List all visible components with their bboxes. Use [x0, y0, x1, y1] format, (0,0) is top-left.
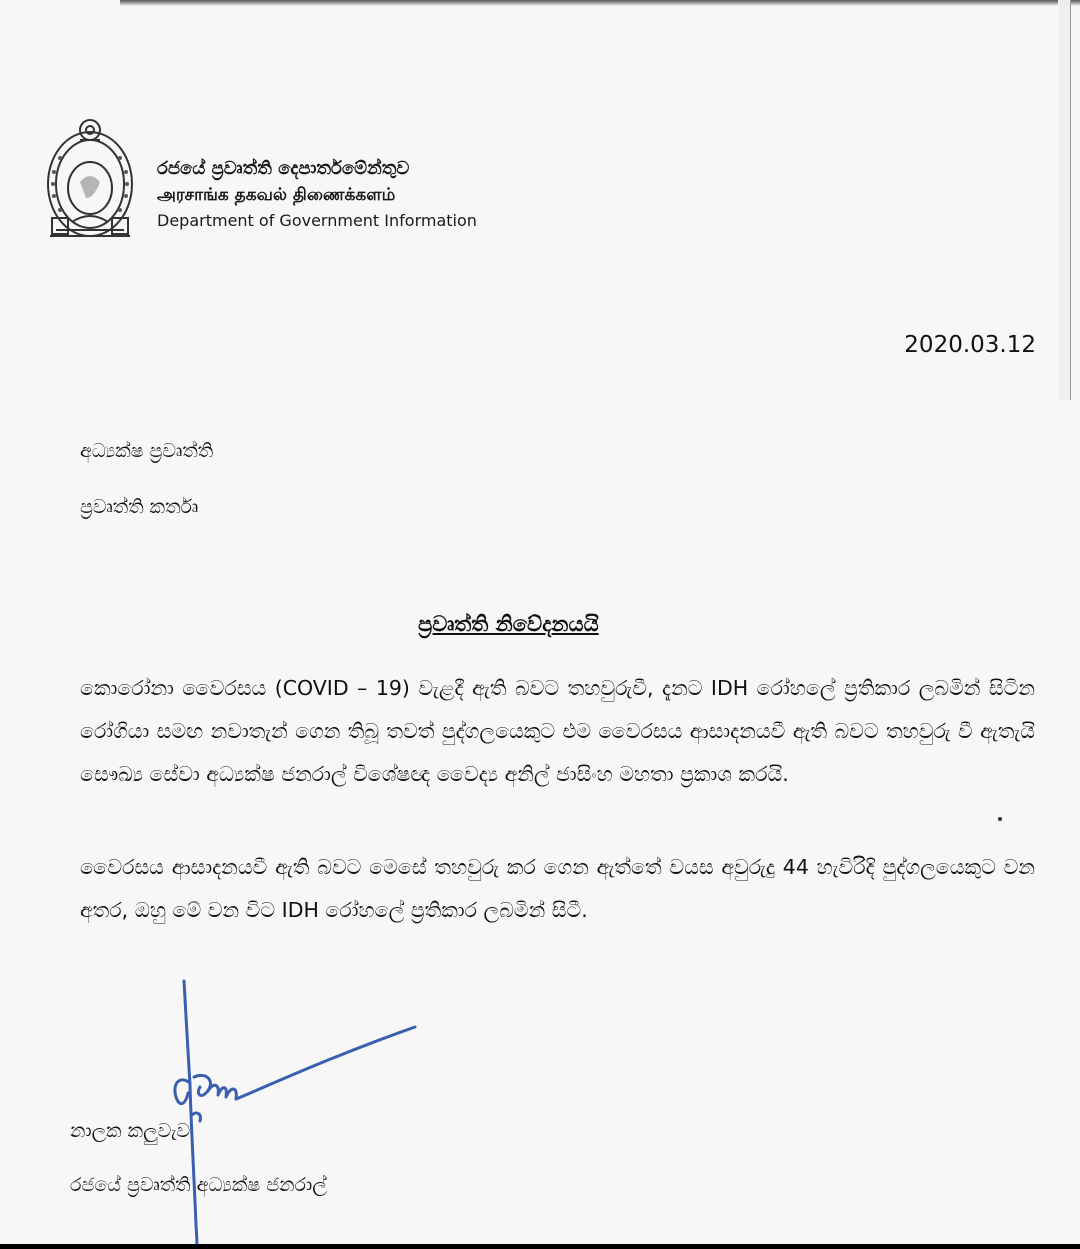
handwritten-signature-icon	[150, 975, 430, 1249]
scan-bottom-edge	[0, 1244, 1080, 1249]
body-paragraph: කොරෝනා වෛරසය (COVID – 19) වැළදී ඇති බවට තහවුරුවී, දැනට IDH රෝහලේ ප්‍රතිකාර ලබමින් සිටින රෝගියා සමඟ නවාතැන් ගෙන තිබූ තවත් පුද්ගලයෙකුට එම වෛරසය ආසාදනයවී ඇති බවට තහවුරු වී ඇතැයි සෞඛ්‍ය සේවා අධ්‍යක්ෂ ජනරාල් විශේෂඥ වෛද්‍ය අනිල් ජාසිංහ මහතා ප්‍රකාශ කරයි.	[80, 676, 1035, 786]
scan-speck	[998, 817, 1002, 821]
body-paragraph: වෛරසය ආසාදනයවී ඇති බවට මෙසේ තහවුරු කර ගෙන ඇත්තේ වයස අවුරුදු 44 හැවිරිදි පුද්ගලයෙකුට වන අතර, ඔහු මේ වන විට IDH රෝහලේ ප්‍රතිකාර ලබමින් සිටී.	[80, 855, 1035, 922]
scan-top-edge	[120, 0, 1080, 6]
signatory-title: රජයේ ප්‍රවෘත්ති අධ්‍යක්ෂ ජනරාල්	[70, 1174, 327, 1196]
letterhead	[157, 156, 577, 234]
addressee-line: ප්‍රවෘත්ති කර්තෘ	[80, 496, 199, 518]
government-emblem-icon	[42, 112, 138, 248]
department-name-sinhala: රජයේ ප්‍රවෘත්ති දෙපාර්තමේන්තුව	[157, 158, 410, 179]
signatory-name: නාලක කලුවැව	[70, 1120, 191, 1142]
scan-right-edge	[1058, 0, 1080, 400]
press-release-heading: ප්‍රවෘත්ති නිවේදනයයි	[418, 612, 599, 636]
letter-date: 2020.03.12	[904, 332, 1036, 358]
department-name-english: Department of Government Information	[157, 211, 477, 230]
department-name-tamil: அரசாங்க தகவல் திணைக்களம்	[157, 185, 396, 205]
addressee-line: අධ්‍යක්ෂ ප්‍රවෘත්ති	[80, 440, 214, 462]
